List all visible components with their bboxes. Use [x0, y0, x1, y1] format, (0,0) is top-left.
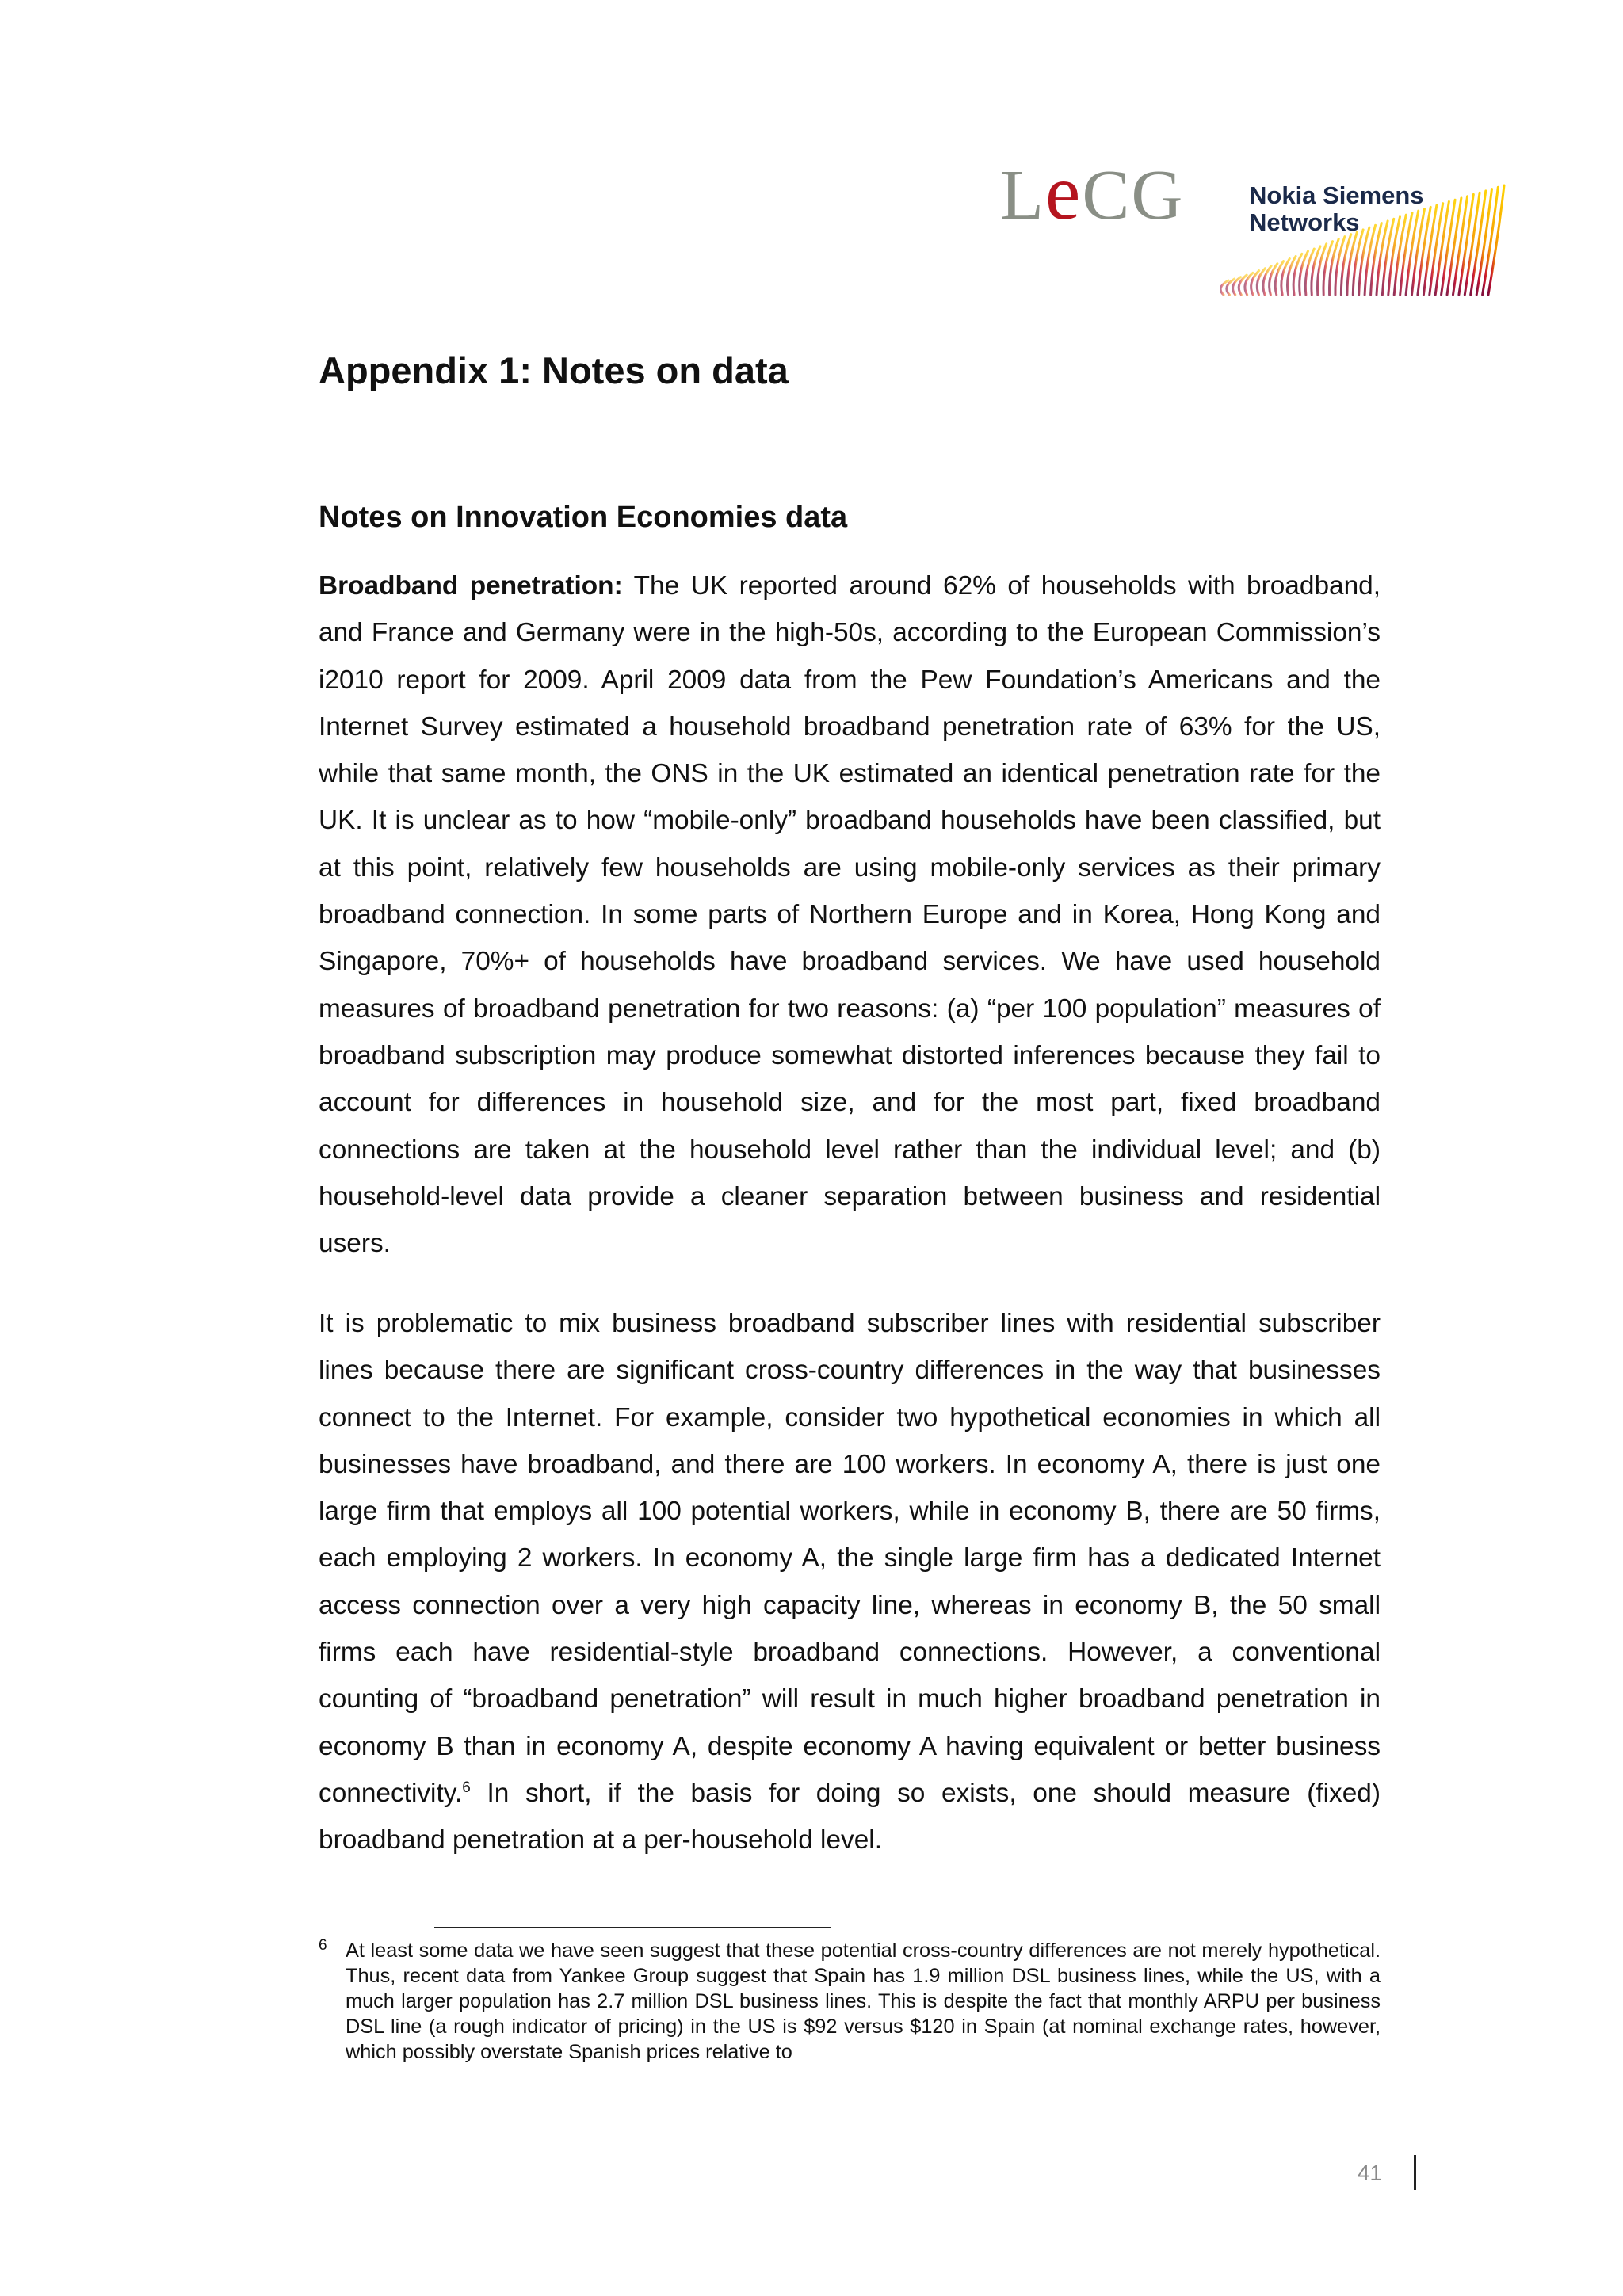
paragraph-business-lines — [319, 1300, 1381, 1864]
page-number-rule — [1414, 2155, 1416, 2190]
footnote-reference: 6 — [462, 1779, 471, 1796]
section-title: Notes on Innovation Economies data — [319, 501, 848, 534]
paragraph-text: It is problematic to mix business broadband subscriber lines with residential subscriber lines because there are significant cross-country differences in the way that businesses connect to the Internet. For example, consider two hypothetical economies in which all businesses have broadband, and there are 100 workers. In economy A, there is just one large firm that employs all 100 potential workers, while in economy B, there are 50 firms, each employing 2 workers. In economy A, the single large firm has a dedicated Internet access connection over a very high capacity line, whereas in economy B, the 50 small firms each have residential-style broadband connections. However, a conventional counting of “broadband penetration” will result in much higher broadband penetration in economy B than in economy A, despite economy A having equivalent or better business connectivity. — [319, 1309, 1381, 1808]
paragraph-text: The UK reported around 62% of households with broadband, and France and Germany were in the high-50s, according to the European Commission’s i2010 report for 2009. April 2009 data from the Pew Foundation’s Americans and the Internet Survey estimated a household broadband penetration rate of 63% for the US, while that same month, the ONS in the UK estimated an identical penetration rate for the UK. It is unclear as to how “mobile-only” broadband households have been classified, but at this point, relatively few households are using mobile-only services as their primary broadband connection. In some parts of Northern Europe and in Korea, Hong Kong and Singapore, 70%+ of households have broadband services. We have used household measures of broadband penetration for two reasons: (a) “per 100 population” measures of broadband subscription may produce somewhat distorted inferences because they fail to account for differences in household size, and for the most part, fixed broadband connections are taken at the household level rather than the individual level; and (b) household-level data provide a cleaner separation between business and residential users. — [319, 571, 1381, 1259]
nokia-siemens-networks-logo — [1220, 176, 1506, 303]
paragraph-text-continued: In short, if the basis for doing so exists, one should measure (fixed) broadband penetration at a per-household level. — [319, 1778, 1381, 1855]
lecg-logo: LeCG — [1000, 148, 1185, 236]
nsn-logo-text: Nokia Siemens Networks — [1249, 181, 1424, 236]
page-number: 41 — [1357, 2161, 1382, 2185]
paragraph-broadband-penetration — [319, 563, 1381, 1267]
appendix-title: Appendix 1: Notes on data — [319, 349, 789, 391]
footnote-text: At least some data we have seen suggest that these potential cross-country differences are not merely hypothetical. Thus, recent data from Yankee Group suggest that Spain has 1.9 million DSL business lines, while the US, with a much larger population has 2.7 million DSL business lines. This is despite the fact that monthly ARPU per business DSL line (a rough indicator of pricing) in the US is $92 versus $120 in Spain (at nominal exchange rates, however, which possibly overstate Spanish prices relative to — [346, 1939, 1381, 2063]
paragraph-lead: Broadband penetration: — [319, 571, 623, 601]
footnote-separator — [434, 1927, 831, 1928]
footnote-number: 6 — [319, 1937, 327, 1954]
